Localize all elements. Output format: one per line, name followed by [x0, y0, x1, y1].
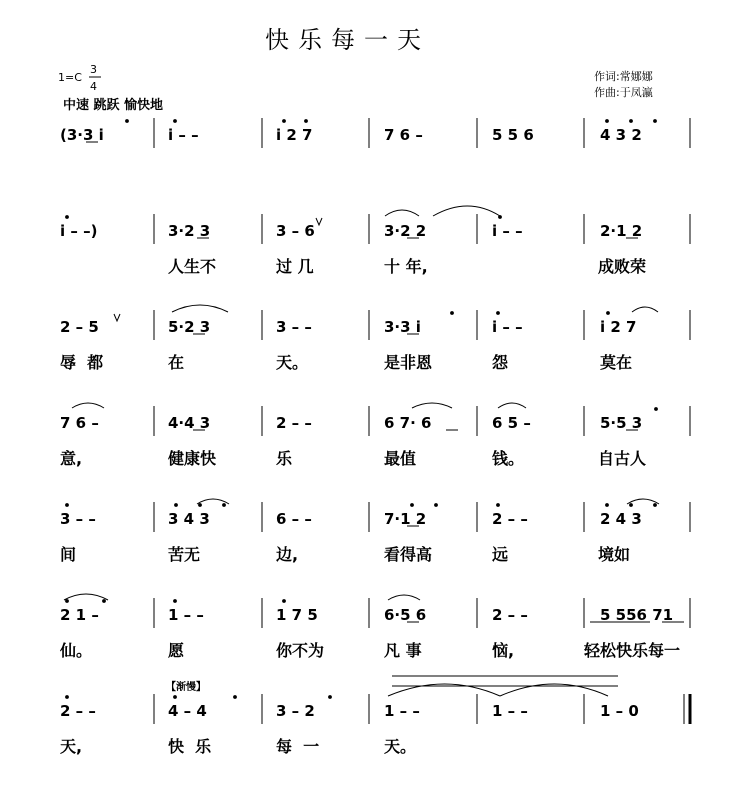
song-title: 快乐每一天	[265, 26, 430, 54]
measure-notes: 2 1 –	[60, 606, 99, 624]
rit-mark: 【渐慢】	[166, 682, 206, 693]
lyric-text: 人生不	[168, 257, 217, 276]
measure-notes: (3·3 i	[60, 126, 104, 144]
measure-notes: 2 – –	[60, 702, 96, 720]
measure-notes: 4 – 4	[168, 702, 207, 720]
notation-marks	[64, 120, 684, 699]
score-rows	[59, 126, 680, 756]
lyric-text: 自古人	[598, 449, 647, 468]
lyric-text: 你不为	[276, 641, 325, 660]
measure-notes: 5·5 3	[600, 414, 643, 432]
measure-notes: i – –)	[60, 222, 98, 240]
lyric-text: 天,	[60, 737, 83, 756]
lyric-text: 远	[492, 545, 509, 564]
lyric-text: 边,	[276, 545, 299, 564]
measure-notes: 6 7· 6	[384, 414, 432, 432]
lyric-text: 间	[60, 545, 77, 564]
lyric-text: 成败荣	[598, 257, 647, 276]
lyric-text: 天。	[384, 737, 417, 756]
measure-notes: 7 6 –	[60, 414, 99, 432]
measure-notes: 3 – 2	[276, 702, 315, 720]
measure-notes: 6 – –	[276, 510, 312, 528]
lyric-text: 仙。	[60, 641, 93, 660]
lyric-text: 看得高	[384, 545, 433, 564]
measure-notes: 6·5 6	[384, 606, 427, 624]
time-signature-top: 3	[90, 63, 97, 76]
measure-notes: 1 7 5	[276, 606, 318, 624]
lyric-text: 辱 都	[60, 353, 104, 372]
measure-notes: 2 – –	[492, 606, 528, 624]
lyric-text: 每 一	[276, 737, 320, 756]
lyric-text: 最值	[384, 449, 417, 468]
tempo-marking: 中速 跳跃 愉快地	[63, 98, 164, 113]
composer-credit: 作曲:于凤瀛	[594, 86, 653, 99]
lyric-text: 过 几	[276, 257, 314, 276]
measure-notes: 2 – –	[492, 510, 528, 528]
lyric-text: 轻松快乐每一	[584, 641, 681, 660]
measure-notes: 5 556 71	[600, 606, 674, 624]
measure-notes: 3 4 3	[168, 510, 210, 528]
measure-notes: i 2 7	[276, 126, 313, 144]
key-signature: 1=C	[58, 71, 82, 84]
measure-notes: i – –	[492, 222, 523, 240]
measure-notes: 5 5 6	[492, 126, 534, 144]
lyric-text: 苦无	[168, 545, 201, 564]
measure-notes: 2·1 2	[600, 222, 643, 240]
measure-notes: i – –	[168, 126, 199, 144]
lyric-text: 愿	[168, 641, 185, 660]
measure-notes: 7 6 –	[384, 126, 423, 144]
lyric-text: 快 乐	[168, 737, 212, 756]
measure-notes: 3 – –	[276, 318, 312, 336]
measure-notes: 3·2 2	[384, 222, 427, 240]
lyric-text: 十 年,	[384, 257, 428, 276]
measure-notes: 3·3 i	[384, 318, 421, 336]
measure-notes: 4 3 2	[600, 126, 642, 144]
lyric-text: 凡 事	[384, 641, 422, 660]
measure-notes: 3·2 3	[168, 222, 211, 240]
lyric-text: 意,	[60, 449, 83, 468]
lyric-text: 在	[168, 353, 185, 372]
measure-notes: 1 – –	[384, 702, 420, 720]
measure-notes: 2 – –	[276, 414, 312, 432]
measure-notes: 1 – 0	[600, 702, 639, 720]
measure-notes: 1 – –	[492, 702, 528, 720]
lyric-text: 莫在	[600, 353, 633, 372]
lyricist-credit: 作词:常娜娜	[594, 70, 653, 83]
measure-notes: 6 5 –	[492, 414, 531, 432]
lyric-text: 健康快	[168, 449, 217, 468]
measure-notes: i 2 7	[600, 318, 637, 336]
lyric-text: 乐	[276, 449, 293, 468]
measure-notes: 4·4 3	[168, 414, 211, 432]
lyric-text: 恼,	[492, 641, 515, 660]
lyric-text: 钱。	[492, 449, 525, 468]
lyric-text: 是非恩	[384, 353, 433, 372]
time-signature-bottom: 4	[90, 80, 97, 93]
measure-notes: i – –	[492, 318, 523, 336]
measure-notes: 7·1 2	[384, 510, 427, 528]
measure-notes: 2 – 5	[60, 318, 99, 336]
measure-notes: 3 – 6	[276, 222, 315, 240]
lyric-text: 境如	[598, 545, 631, 564]
measure-notes: 1 – –	[168, 606, 204, 624]
measure-notes: 5·2 3	[168, 318, 211, 336]
lyric-text: 怨	[492, 353, 509, 372]
measure-notes: 2 4 3	[600, 510, 642, 528]
measure-notes: 3 – –	[60, 510, 96, 528]
lyric-text: 天。	[276, 353, 309, 372]
